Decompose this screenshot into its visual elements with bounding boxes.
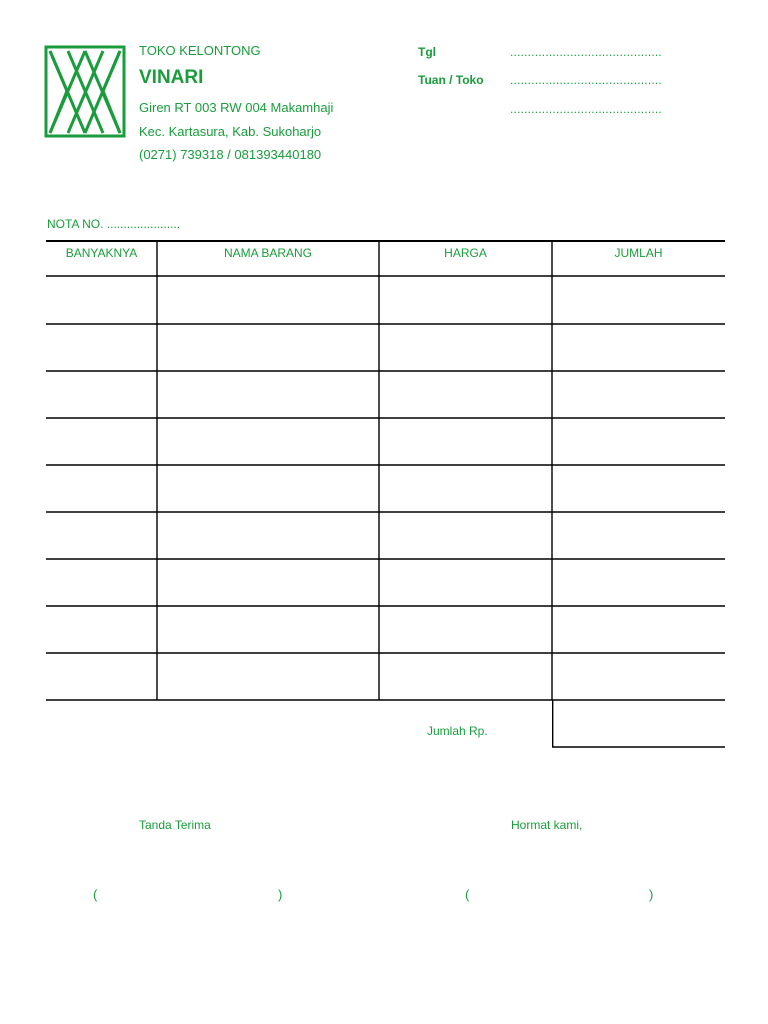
receiver-signature-close-paren: ) xyxy=(278,887,283,902)
receiver-signature-open-paren: ( xyxy=(93,887,98,902)
customer-extra-field[interactable]: ........................................... xyxy=(510,102,662,116)
total-amount-box[interactable] xyxy=(552,700,725,748)
column-header-item-name: NAMA BARANG xyxy=(223,246,313,260)
date-label: Tgl xyxy=(418,45,436,59)
total-label: Jumlah Rp. xyxy=(427,724,488,738)
sender-signature-open-paren: ( xyxy=(465,887,470,902)
customer-label: Tuan / Toko xyxy=(418,73,484,87)
column-header-price: HARGA xyxy=(444,246,487,260)
date-field[interactable]: ........................................... xyxy=(510,45,662,59)
phone-number: (0271) 739318 / 081393440180 xyxy=(139,147,322,162)
shop-type: TOKO KELONTONG xyxy=(139,43,261,58)
sender-signature-label: Hormat kami, xyxy=(511,818,583,832)
column-header-total: JUMLAH xyxy=(614,246,663,260)
sender-signature-close-paren: ) xyxy=(649,887,654,902)
customer-field[interactable]: ........................................... xyxy=(510,73,662,87)
address-line-1: Giren RT 003 RW 004 Makamhaji xyxy=(139,100,334,115)
invoice-table xyxy=(46,240,725,701)
address-line-2: Kec. Kartasura, Kab. Sukoharjo xyxy=(139,124,322,139)
invoice-number: NOTA NO. ...................... xyxy=(47,217,181,231)
shop-logo xyxy=(44,45,126,138)
column-header-quantity: BANYAKNYA xyxy=(65,246,138,260)
receiver-signature-label: Tanda Terima xyxy=(139,818,211,832)
shop-name: VINARI xyxy=(139,67,204,88)
